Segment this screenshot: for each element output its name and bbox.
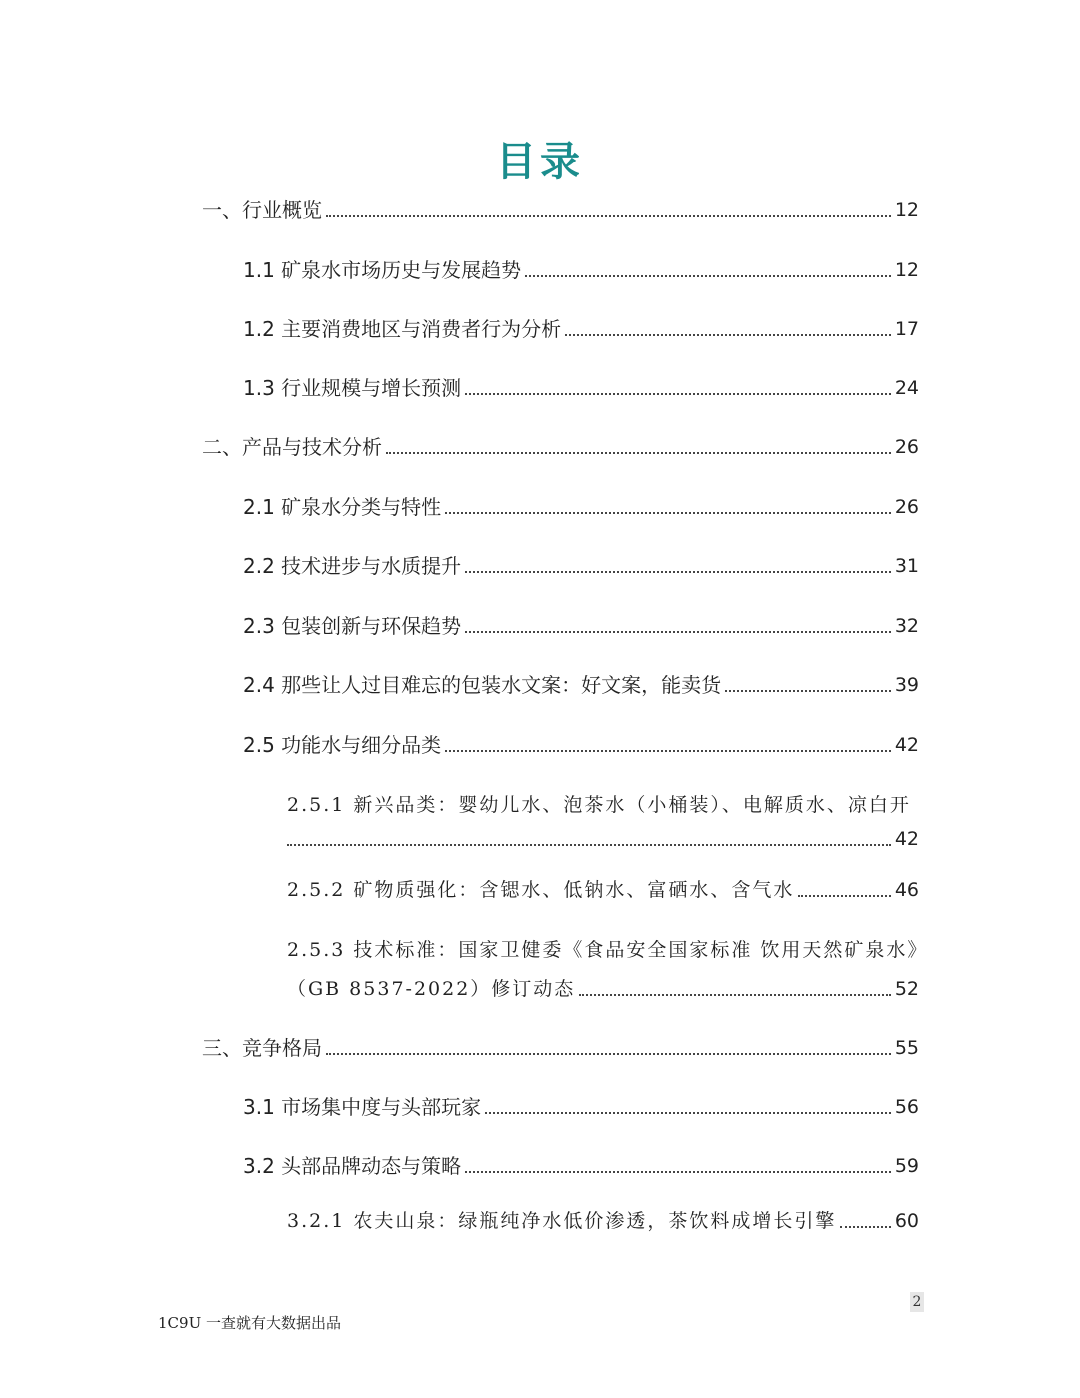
toc-entry-page: 26 bbox=[894, 436, 919, 458]
toc-entry-page: 56 bbox=[894, 1096, 919, 1118]
toc-entry-label: 2.5.2 矿物质强化：含锶水、低钠水、富硒水、含气水 bbox=[287, 879, 795, 901]
toc-entry-label: 2.1 矿泉水分类与特性 bbox=[243, 495, 442, 519]
toc-entry-page: 42 bbox=[894, 828, 919, 850]
toc-entry-label: 2.5 功能水与细分品类 bbox=[243, 733, 442, 757]
dot-leader bbox=[485, 1112, 891, 1114]
toc-entry-2-1[interactable] bbox=[243, 493, 919, 521]
toc-entry-3-1[interactable] bbox=[243, 1093, 919, 1121]
dot-leader bbox=[465, 393, 891, 395]
dot-leader bbox=[579, 994, 891, 996]
toc-entry-label: 3.2 头部品牌动态与策略 bbox=[243, 1154, 462, 1178]
toc-entry-label: 2.3 包装创新与环保趋势 bbox=[243, 614, 462, 638]
toc-entry-2-5[interactable] bbox=[243, 731, 919, 759]
toc-entry-1-3[interactable] bbox=[243, 374, 919, 402]
toc-entry-label: 3.1 市场集中度与头部玩家 bbox=[243, 1095, 482, 1119]
toc-entry-page: 24 bbox=[894, 377, 919, 399]
toc-entry-label: 二、产品与技术分析 bbox=[202, 435, 382, 459]
toc-entry-label: 2.5.1 新兴品类：婴幼儿水、泡茶水（小桶装）、电解质水、凉白开 bbox=[287, 794, 911, 816]
dot-leader bbox=[386, 452, 891, 454]
dot-leader bbox=[465, 571, 891, 573]
toc-entry-page: 12 bbox=[894, 259, 919, 281]
toc-entry-page: 26 bbox=[894, 496, 919, 518]
dot-leader bbox=[525, 275, 891, 277]
toc-entry-chapter-1[interactable] bbox=[202, 196, 919, 224]
page-title: 目录 bbox=[496, 139, 584, 185]
dot-leader bbox=[326, 215, 891, 217]
toc-entry-2-3[interactable] bbox=[243, 612, 919, 640]
toc-entry-page: 32 bbox=[894, 615, 919, 637]
toc-entry-page: 17 bbox=[894, 318, 919, 340]
toc-entry-label: 2.4 那些让人过目难忘的包装水文案：好文案，能卖货 bbox=[243, 673, 722, 697]
dot-leader bbox=[725, 690, 891, 692]
dot-leader bbox=[287, 844, 891, 846]
toc-entry-2-4[interactable] bbox=[243, 671, 919, 699]
dot-leader bbox=[465, 631, 891, 633]
dot-leader bbox=[445, 512, 891, 514]
toc-entry-3-2-1[interactable] bbox=[287, 1207, 919, 1235]
toc-entry-3-2[interactable] bbox=[243, 1152, 919, 1180]
toc-entry-2-5-3[interactable] bbox=[287, 936, 929, 964]
dot-leader bbox=[465, 1171, 891, 1173]
dot-leader bbox=[326, 1053, 891, 1055]
page-number: 2 bbox=[910, 1292, 924, 1312]
footer-brand: 1C9U 一查就有大数据出品 bbox=[158, 1314, 341, 1332]
toc-entry-page: 46 bbox=[894, 879, 919, 901]
toc-entry-2-2[interactable] bbox=[243, 552, 919, 580]
dot-leader bbox=[798, 895, 890, 897]
toc-entry-page: 12 bbox=[894, 199, 919, 221]
toc-entry-page: 42 bbox=[894, 734, 919, 756]
dot-leader bbox=[565, 334, 891, 336]
toc-entry-label: 1.2 主要消费地区与消费者行为分析 bbox=[243, 317, 562, 341]
toc-entry-page: 31 bbox=[894, 555, 919, 577]
toc-entry-2-5-2[interactable] bbox=[287, 876, 919, 904]
dot-leader bbox=[445, 750, 891, 752]
toc-entry-label: 一、行业概览 bbox=[202, 198, 322, 222]
toc-entry-chapter-2[interactable] bbox=[202, 433, 919, 461]
toc-entry-1-1[interactable] bbox=[243, 256, 919, 284]
toc-entry-2-5-1-leader-line[interactable] bbox=[287, 825, 919, 853]
toc-entry-label: 2.5.3 技术标准：国家卫健委《食品安全国家标准 饮用天然矿泉水》 bbox=[287, 939, 929, 961]
dot-leader bbox=[840, 1226, 890, 1228]
toc-entry-label: 1.3 行业规模与增长预测 bbox=[243, 376, 462, 400]
toc-entry-1-2[interactable] bbox=[243, 315, 919, 343]
toc-entry-label-line2: （GB 8537-2022）修订动态 bbox=[287, 978, 576, 1000]
toc-entry-2-5-1[interactable] bbox=[287, 791, 919, 819]
toc-entry-label: 3.2.1 农夫山泉：绿瓶纯净水低价渗透，茶饮料成增长引擎 bbox=[287, 1210, 837, 1232]
toc-entry-page: 55 bbox=[894, 1037, 919, 1059]
toc-entry-page: 60 bbox=[894, 1210, 919, 1232]
toc-entry-2-5-3-leader-line[interactable] bbox=[287, 975, 919, 1003]
toc-entry-page: 39 bbox=[894, 674, 919, 696]
toc-entry-label: 三、竞争格局 bbox=[202, 1036, 322, 1060]
toc-entry-page: 52 bbox=[894, 978, 919, 1000]
toc-entry-label: 1.1 矿泉水市场历史与发展趋势 bbox=[243, 258, 522, 282]
toc-entry-page: 59 bbox=[894, 1155, 919, 1177]
toc-entry-label: 2.2 技术进步与水质提升 bbox=[243, 554, 462, 578]
toc-entry-chapter-3[interactable] bbox=[202, 1034, 919, 1062]
